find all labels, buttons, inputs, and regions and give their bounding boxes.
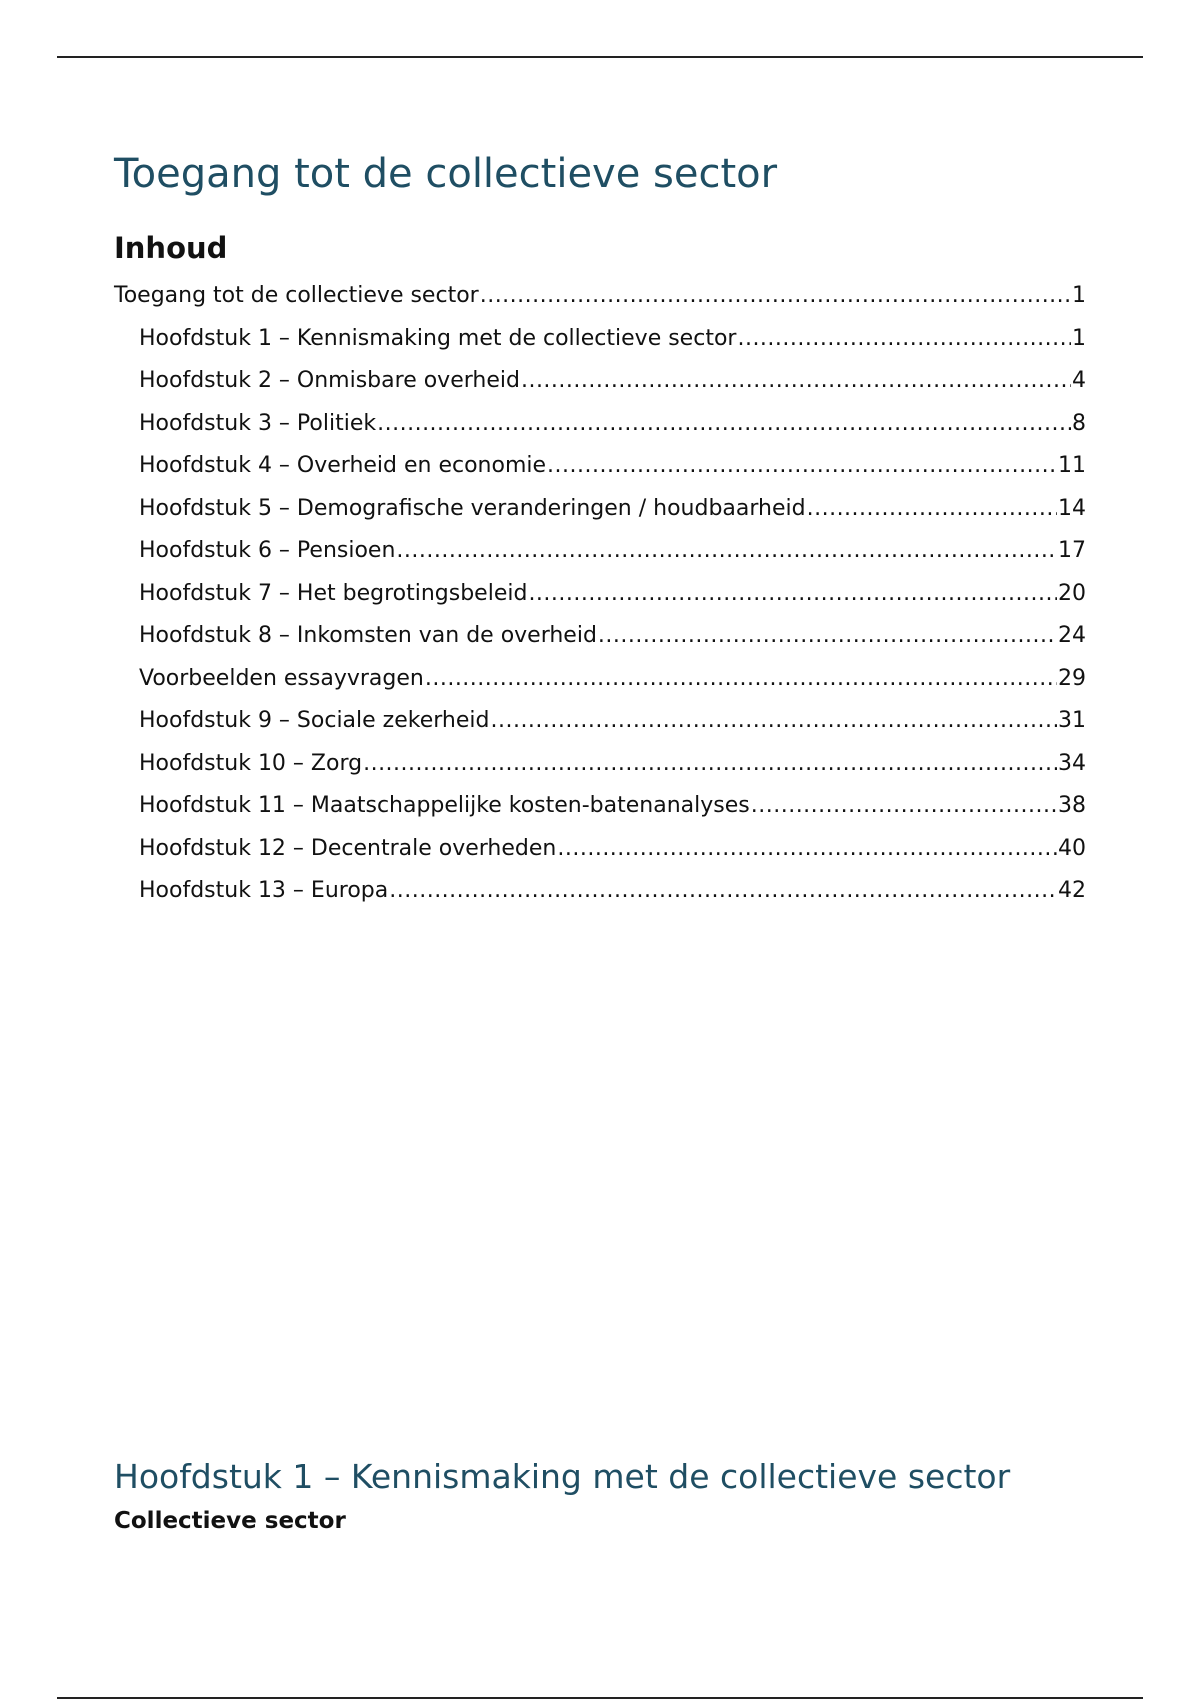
toc-dot-leader [425, 658, 1057, 701]
toc-entry[interactable] [114, 445, 1086, 488]
toc-entry-text: Hoofdstuk 3 – Politiek [139, 410, 377, 436]
toc-entry[interactable] [114, 275, 1086, 318]
toc-page-number: 38 [1058, 793, 1086, 818]
toc-page-number: 31 [1058, 708, 1086, 733]
toc-page-number: 14 [1058, 495, 1086, 521]
toc-entry-text: Hoofdstuk 10 – Zorg [139, 750, 363, 776]
toc-entry[interactable] [114, 530, 1086, 573]
toc-entry-text: Hoofdstuk 9 – Sociale zekerheid [139, 708, 490, 733]
toc-entry[interactable] [114, 360, 1086, 403]
toc-entry-text: Hoofdstuk 5 – Demografische veranderingen / houdbaarheid [139, 495, 806, 521]
toc-entry-text: Voorbeelden essayvragen [139, 665, 424, 691]
toc-entry[interactable] [114, 870, 1086, 913]
toc-page-number: 1 [1072, 283, 1086, 308]
toc-entry[interactable] [114, 785, 1086, 828]
toc-entry[interactable] [114, 743, 1086, 786]
toc-page-number: 42 [1058, 878, 1086, 903]
toc-entry-text: Hoofdstuk 1 – Kennismaking met de collectieve sector [139, 325, 737, 351]
toc-dot-leader [557, 828, 1057, 871]
table-of-contents [114, 275, 1086, 913]
toc-entry-text: Hoofdstuk 8 – Inkomsten van de overheid [139, 623, 597, 648]
toc-page-number: 1 [1072, 325, 1086, 351]
toc-page-number: 17 [1058, 538, 1086, 563]
toc-entry[interactable] [114, 488, 1086, 531]
subsection-heading: Collectieve sector [114, 1508, 346, 1534]
toc-page-number: 20 [1058, 580, 1086, 606]
toc-entry-text: Toegang tot de collectieve sector [114, 283, 479, 308]
toc-entry-text: Hoofdstuk 7 – Het begrotingsbeleid [139, 580, 528, 606]
header-rule [57, 56, 1143, 58]
toc-entry[interactable] [114, 573, 1086, 616]
section-heading: Hoofdstuk 1 – Kennismaking met de collectieve sector [114, 1457, 1011, 1496]
toc-heading: Inhoud [114, 231, 228, 265]
document-title: Toegang tot de collectieve sector [114, 151, 778, 197]
toc-entry[interactable] [114, 615, 1086, 658]
toc-entry[interactable] [114, 403, 1086, 446]
footer-rule [57, 1697, 1143, 1699]
toc-page-number: 40 [1058, 835, 1086, 861]
toc-entry[interactable] [114, 318, 1086, 361]
toc-page-number: 34 [1058, 750, 1086, 776]
toc-dot-leader [480, 275, 1071, 318]
toc-entry-text: Hoofdstuk 13 – Europa [139, 878, 389, 903]
toc-dot-leader [807, 488, 1057, 531]
toc-dot-leader [737, 318, 1071, 361]
toc-entry[interactable] [114, 828, 1086, 871]
toc-entry-text: Hoofdstuk 11 – Maatschappelijke kosten-batenanalyses [139, 793, 750, 818]
toc-dot-leader [598, 615, 1057, 658]
toc-dot-leader [547, 445, 1057, 488]
toc-entry[interactable] [114, 658, 1086, 701]
toc-page-number: 11 [1058, 453, 1086, 478]
toc-dot-leader [751, 785, 1057, 828]
toc-entry[interactable] [114, 700, 1086, 743]
toc-dot-leader [363, 743, 1057, 786]
toc-dot-leader [377, 403, 1071, 446]
toc-page-number: 4 [1072, 368, 1086, 393]
toc-entry-text: Hoofdstuk 2 – Onmisbare overheid [139, 368, 520, 393]
toc-dot-leader [528, 573, 1057, 616]
toc-page-number: 8 [1072, 410, 1086, 436]
toc-page-number: 29 [1058, 665, 1086, 691]
toc-entry-text: Hoofdstuk 12 – Decentrale overheden [139, 835, 557, 861]
toc-dot-leader [389, 870, 1057, 913]
toc-dot-leader [521, 360, 1071, 403]
toc-page-number: 24 [1058, 623, 1086, 648]
toc-entry-text: Hoofdstuk 6 – Pensioen [139, 538, 396, 563]
toc-dot-leader [396, 530, 1057, 573]
toc-entry-text: Hoofdstuk 4 – Overheid en economie [139, 453, 547, 478]
toc-dot-leader [490, 700, 1057, 743]
